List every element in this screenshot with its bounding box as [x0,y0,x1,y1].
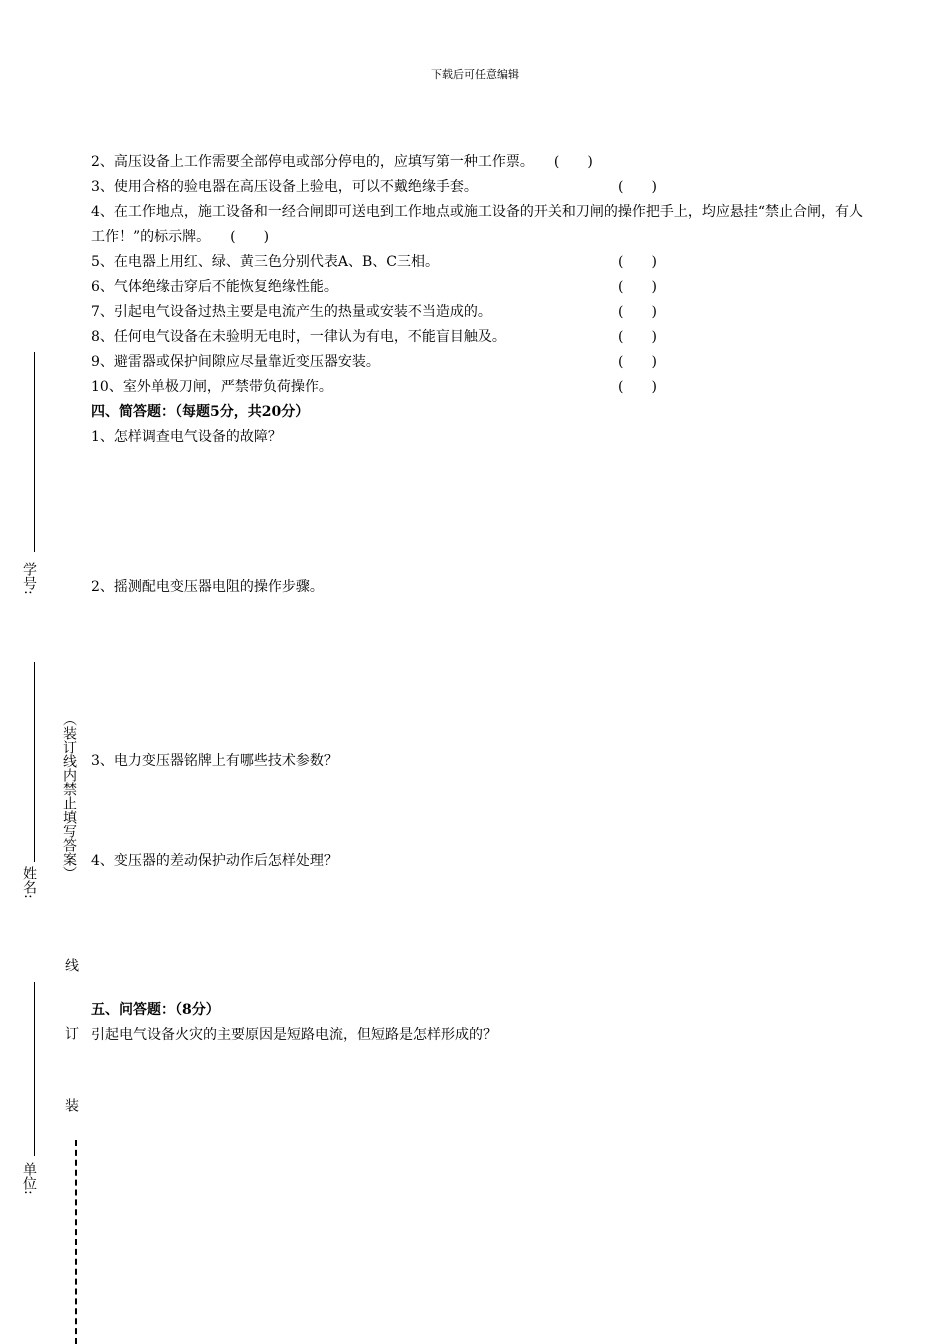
judgment-text: 7、引起电气设备过热主要是电流产生的热量或安装不当造成的。 [91,304,492,320]
judgment-text: 8、任何电气设备在未验明无电时，一律认为有电，不能盲目触及。 [91,329,506,345]
judgment-item [91,275,866,300]
binding-notice: （装订线内禁止填写答案） [61,712,77,880]
answer-space [91,600,866,749]
answer-space [91,774,866,849]
judgment-item [91,325,866,350]
answer-parentheses: ( ) [618,179,657,195]
name-label: 姓名: [21,866,37,899]
question-text: 4、变压器的差动保护动作后怎样处理？ [91,853,338,869]
binding-ding-char: 订 [63,1026,79,1040]
judgment-item [91,200,866,250]
question-text: 2、摇测配电变压器电阻的操作步骤。 [91,579,324,595]
judgment-text: 4、在工作地点，施工设备和一经合闸即可送电到工作地点或施工设备的开关和刀闸的操作把手上，均应悬挂“禁止合闸，有人工作！”的标示牌。 [91,204,864,245]
answer-parentheses: ( ) [230,229,270,245]
student-id-line [34,352,35,552]
judgment-text: 6、气体绝缘击穿后不能恢复绝缘性能。 [91,279,338,295]
judgment-item [91,175,866,200]
judgment-item [91,350,866,375]
section-title: 五、问答题：（8分） [91,1002,220,1018]
judgment-item [91,300,866,325]
answer-parentheses: ( ) [553,154,593,170]
exam-content [91,150,866,1048]
answer-parentheses: ( ) [618,379,657,395]
answer-parentheses: ( ) [618,329,657,345]
answer-space [91,874,866,998]
judgment-text: 5、在电器上用红、绿、黄三色分别代表A、B、C三相。 [91,254,440,270]
judgment-text: 2、高压设备上工作需要全部停电或部分停电的，应填写第一种工作票。 [91,154,534,170]
unit-line [34,982,35,1156]
answer-parentheses: ( ) [618,279,657,295]
judgment-item [91,150,866,175]
unit-label: 单位: [21,1162,37,1195]
binding-zhuang-char: 装 [63,1098,79,1112]
name-line [34,662,35,862]
answer-parentheses: ( ) [618,304,657,320]
question-text: 引起电气设备火灾的主要原因是短路电流，但短路是怎样形成的？ [91,1027,497,1043]
judgment-text: 10、室外单极刀闸，严禁带负荷操作。 [91,379,333,395]
page-header: 下载后可任意编辑 [431,68,519,81]
judgment-item [91,375,866,400]
judgment-text: 3、使用合格的验电器在高压设备上验电，可以不戴绝缘手套。 [91,179,478,195]
judgment-item [91,250,866,275]
section-title: 四、简答题：（每题5分，共20分） [91,404,310,420]
question-text: 1、怎样调查电气设备的故障？ [91,429,282,445]
answer-space [91,450,866,575]
binding-line-char: 线 [63,958,79,972]
student-id-label: 学号: [21,562,37,595]
answer-parentheses: ( ) [618,254,657,270]
judgment-text: 9、避雷器或保护间隙应尽量靠近变压器安装。 [91,354,380,370]
question-text: 3、电力变压器铭牌上有哪些技术参数？ [91,753,338,769]
binding-dashed-line [75,1140,77,1344]
answer-parentheses: ( ) [618,354,657,370]
